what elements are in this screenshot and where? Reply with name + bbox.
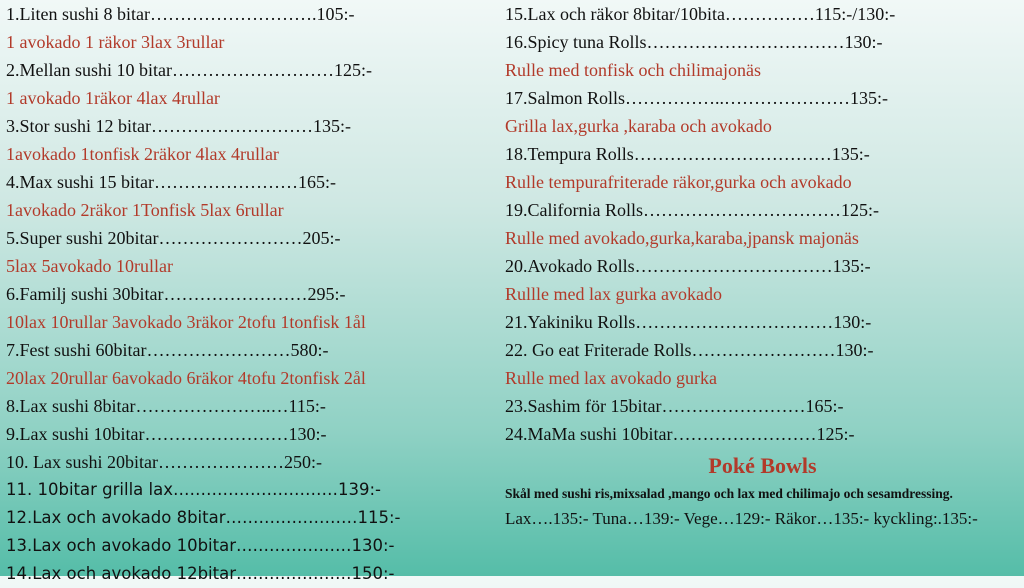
- menu-item: 15.Lax och räkor 8bitar/10bita……………115:-/130:-: [505, 4, 896, 24]
- menu-item: 5.Super sushi 20bitar……………………205:-: [6, 228, 341, 248]
- menu-item-description: Rulle med tonfisk och chilimajonäs: [505, 60, 761, 80]
- menu-item: 21.Yakiniku Rolls……………………………130:-: [505, 312, 872, 332]
- menu-item: 20.Avokado Rolls……………………………135:-: [505, 256, 871, 276]
- menu-item-description: Rulle med avokado,gurka,karaba,jpansk majonäs: [505, 228, 859, 248]
- menu-item: 6.Familj sushi 30bitar……………………295:-: [6, 284, 346, 304]
- menu-item-description: 1 avokado 1räkor 4lax 4rullar: [6, 88, 220, 108]
- menu-item: 24.MaMa sushi 10bitar……………………125:-: [505, 424, 855, 444]
- menu-item: 22. Go eat Friterade Rolls……………………130:-: [505, 340, 874, 360]
- menu-item-description: 1 avokado 1 räkor 3lax 3rullar: [6, 32, 225, 52]
- menu-item: 16.Spicy tuna Rolls……………………………130:-: [505, 32, 883, 52]
- menu-item: 23.Sashim för 15bitar……………………165:-: [505, 396, 844, 416]
- poke-bowls-description: Skål med sushi ris,mixsalad ,mango och lax med chilimajo och sesamdressing.: [505, 486, 953, 501]
- menu-item: 8.Lax sushi 8bitar…………………..…115:-: [6, 396, 326, 416]
- menu-item-description: Rullle med lax gurka avokado: [505, 284, 722, 304]
- menu-item-description: Rulle med lax avokado gurka: [505, 368, 717, 388]
- menu-item: 19.California Rolls……………………………125:-: [505, 200, 879, 220]
- menu-item: 12.Lax och avokado 8bitar……………………115:-: [6, 508, 401, 527]
- menu-item-description: 1avokado 2räkor 1Tonfisk 5lax 6rullar: [6, 200, 284, 220]
- menu-item-description: 5lax 5avokado 10rullar: [6, 256, 173, 276]
- menu-item: 3.Stor sushi 12 bitar………………………135:-: [6, 116, 351, 136]
- menu-item: 2.Mellan sushi 10 bitar………………………125:-: [6, 60, 372, 80]
- right-items: [505, 0, 1020, 448]
- menu-item: 7.Fest sushi 60bitar……………………580:-: [6, 340, 329, 360]
- menu-item: 14.Lax och avokado 12bitar…………………150:-: [6, 564, 395, 583]
- menu-item-description: Grilla lax,gurka ,karaba och avokado: [505, 116, 772, 136]
- menu-item: 10. Lax sushi 20bitar…………………250:-: [6, 452, 322, 472]
- poke-bowls-title: Poké Bowls: [708, 453, 817, 478]
- menu-item: 1.Liten sushi 8 bitar……………………….105:-: [6, 4, 355, 24]
- menu-item-description: 20lax 20rullar 6avokado 6räkor 4tofu 2tonfisk 2ål: [6, 368, 366, 388]
- poke-bowls-prices: Lax….135:- Tuna…139:- Vege…129:- Räkor…135:- kyckling:.135:-: [505, 509, 978, 528]
- menu-item-description: 10lax 10rullar 3avokado 3räkor 2tofu 1tonfisk 1ål: [6, 312, 366, 332]
- menu-item-description: Rulle tempurafriterade räkor,gurka och avokado: [505, 172, 852, 192]
- menu-item: 17.Salmon Rolls……………..…………………135:-: [505, 88, 889, 108]
- menu-item: 9.Lax sushi 10bitar……………………130:-: [6, 424, 327, 444]
- menu-right-column: [505, 0, 1020, 530]
- menu-item-description: 1avokado 1tonfisk 2räkor 4lax 4rullar: [6, 144, 279, 164]
- menu-item: 4.Max sushi 15 bitar……………………165:-: [6, 172, 336, 192]
- menu-left-column: [6, 0, 496, 588]
- menu-item: 11. 10bitar grilla lax…………………………139:-: [6, 480, 381, 499]
- menu-item: 13.Lax och avokado 10bitar…………………130:-: [6, 536, 395, 555]
- menu-item: 18.Tempura Rolls……………………………135:-: [505, 144, 870, 164]
